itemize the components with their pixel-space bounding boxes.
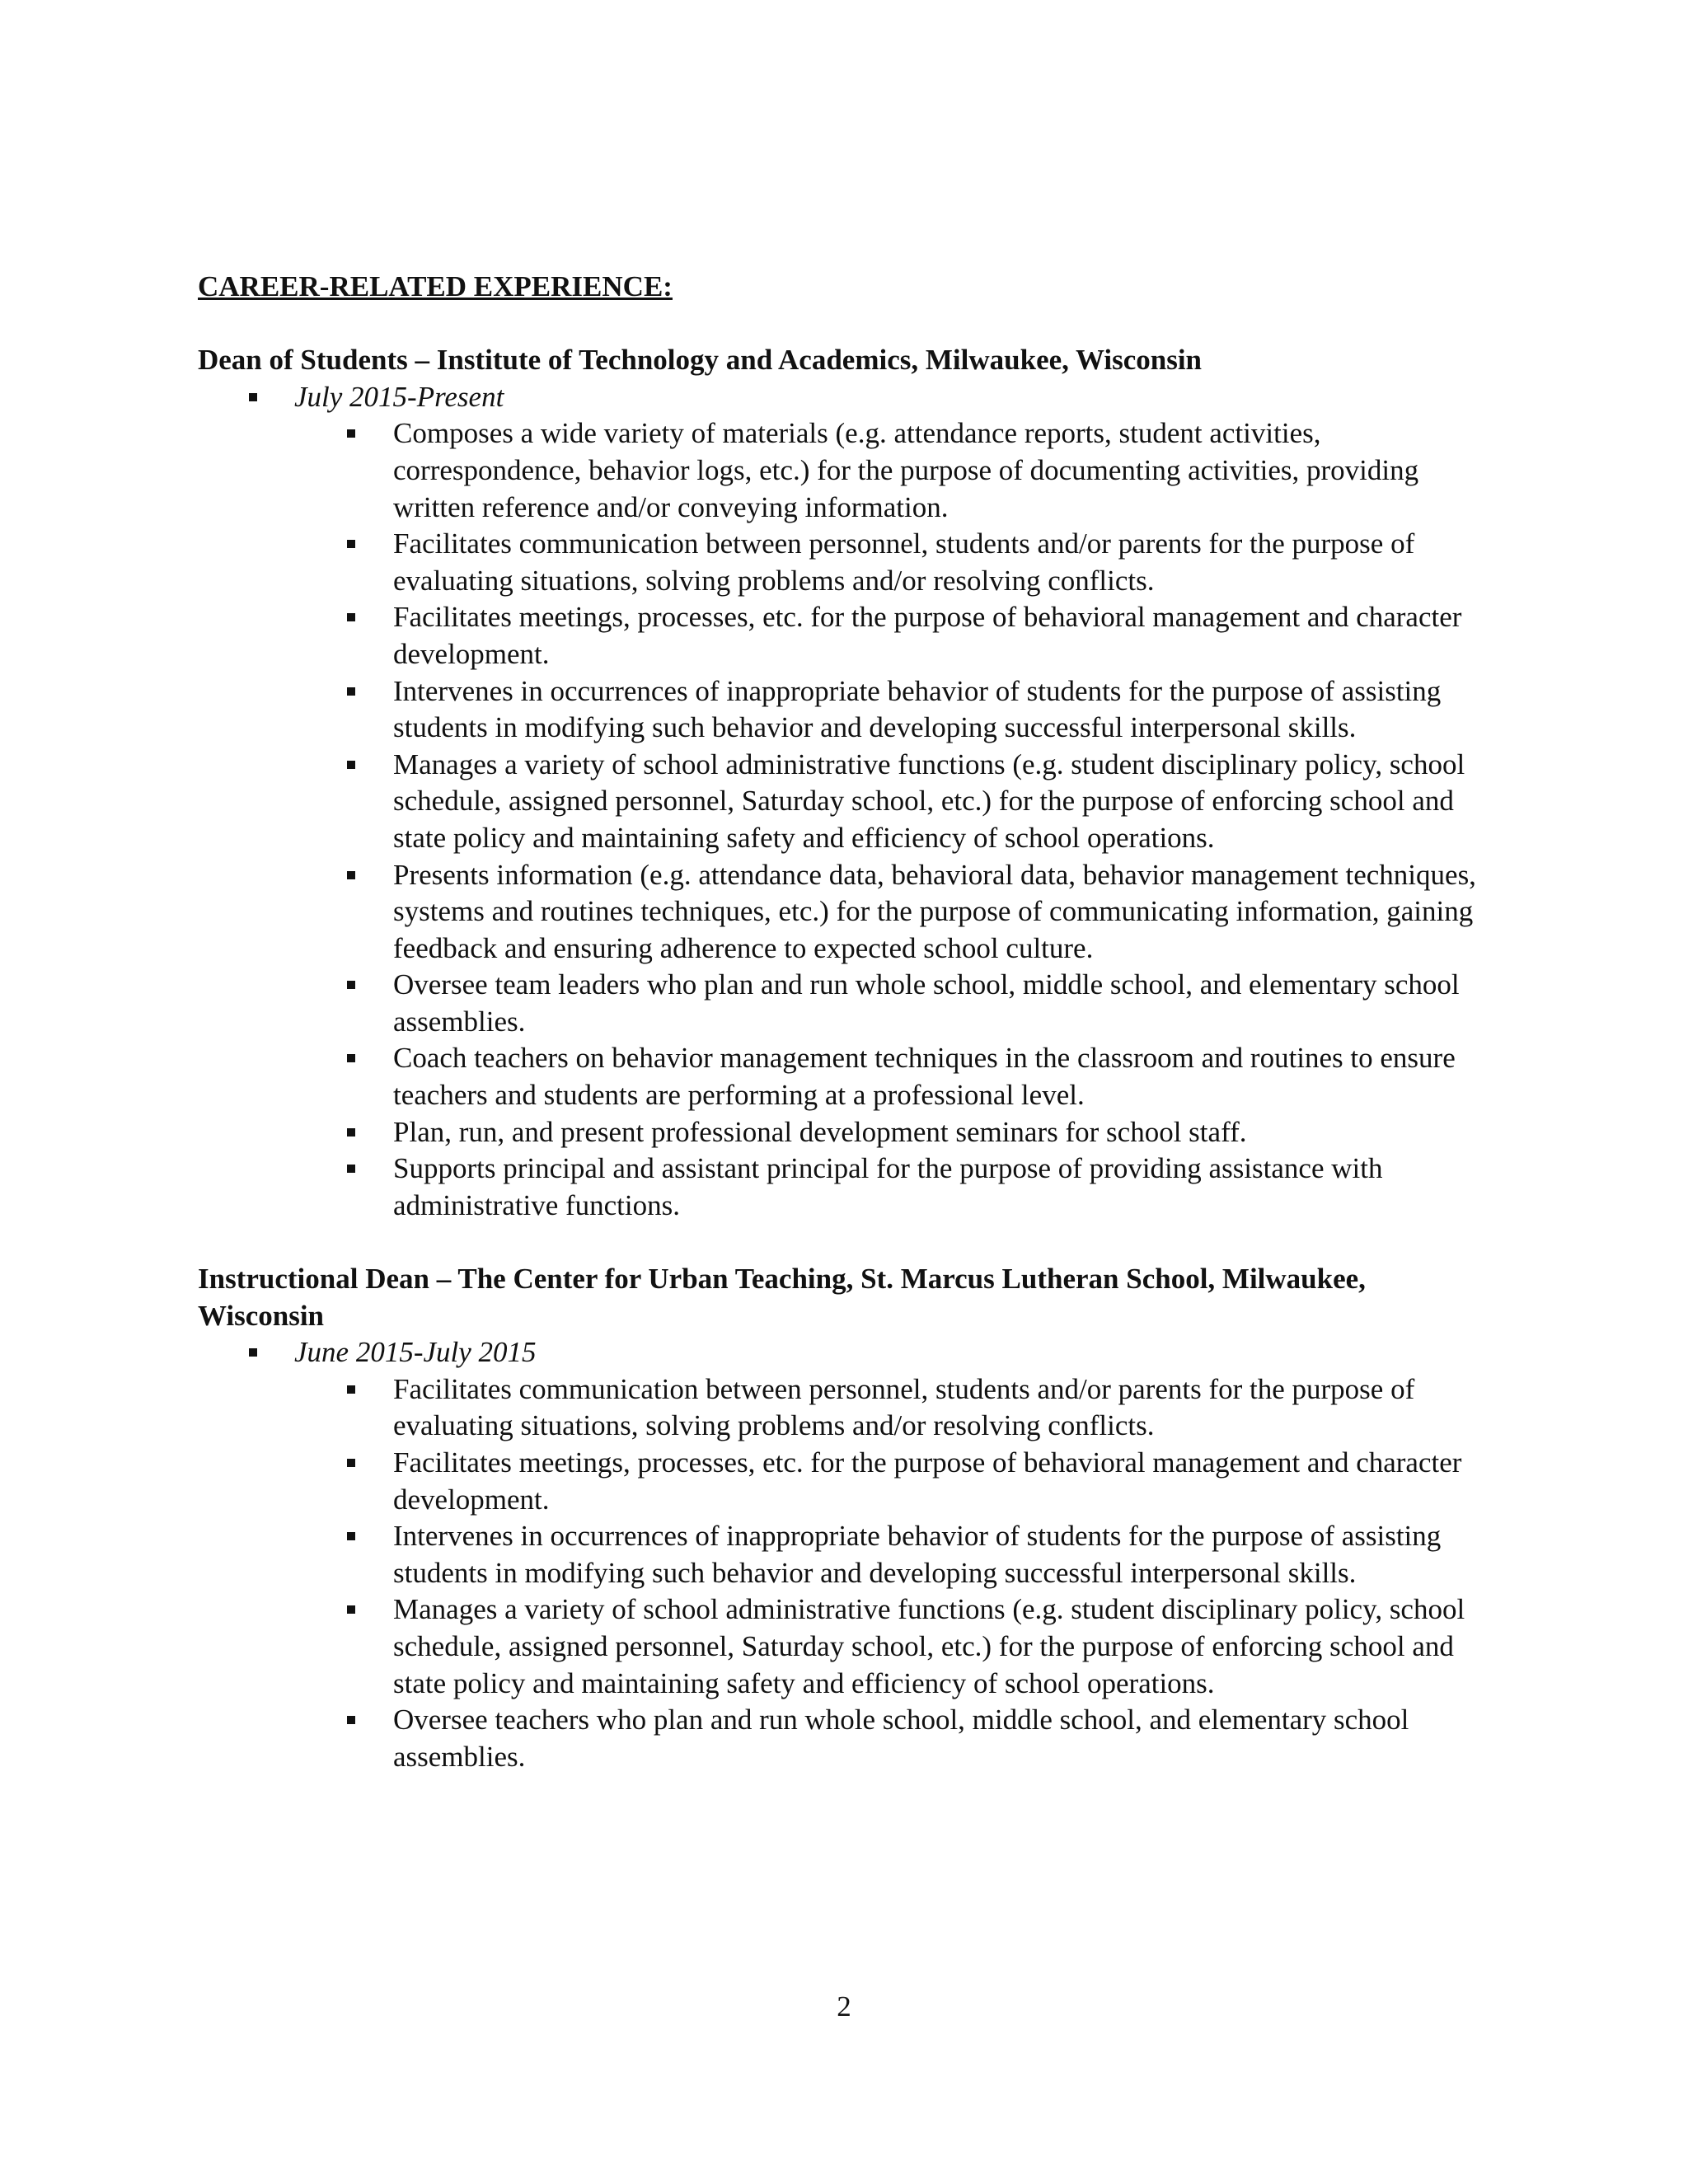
duty-text: Composes a wide variety of materials (e.g. attendance reports, student activities, correspondence, behavior logs, etc.) for the purpose of documenting activities, providing written reference and/or conveying information.	[393, 417, 1419, 523]
duty-text: Supports principal and assistant principal for the purpose of providing assistance with administrative functions.	[393, 1152, 1383, 1221]
duty-text: Facilitates meetings, processes, etc. for the purpose of behavioral management and character development.	[393, 1446, 1462, 1516]
duty-text: Oversee team leaders who plan and run whole school, middle school, and elementary school assemblies.	[393, 968, 1460, 1038]
square-bullet-icon	[249, 393, 257, 401]
duty-item	[198, 1371, 1484, 1445]
duty-item	[198, 857, 1484, 968]
duty-text: Manages a variety of school administrative functions (e.g. student disciplinary policy, school schedule, assigned personnel, Saturday school, etc.) for the purpose of enforcing school and state policy and maintaining safety and efficiency of school operations.	[393, 1593, 1465, 1699]
duty-text: Coach teachers on behavior management techniques in the classroom and routines to ensure teachers and students are performing at a professional level.	[393, 1042, 1456, 1112]
duty-item	[198, 673, 1484, 747]
job-title: Dean of Students – Institute of Technology and Academics, Milwaukee, Wisconsin	[198, 344, 1203, 377]
duty-item	[198, 1114, 1484, 1151]
square-bullet-icon	[347, 687, 355, 696]
square-bullet-icon	[347, 761, 355, 769]
duty-text: Intervenes in occurrences of inappropriate behavior of students for the purpose of assisting students in modifying such behavior and developing successful interpersonal skills.	[393, 1520, 1442, 1589]
page-content	[198, 269, 1484, 1775]
duty-text: Facilitates communication between personnel, students and/or parents for the purpose of evaluating situations, solving problems and/or resolving conflicts.	[393, 527, 1415, 597]
duty-text: Facilitates meetings, processes, etc. for the purpose of behavioral management and character development.	[393, 601, 1462, 670]
square-bullet-icon	[347, 1128, 355, 1137]
square-bullet-icon	[249, 1348, 257, 1357]
duty-text: Plan, run, and present professional development seminars for school staff.	[393, 1115, 1247, 1148]
job-dates	[198, 1334, 1484, 1371]
square-bullet-icon	[347, 1054, 355, 1062]
duty-item	[198, 1518, 1484, 1591]
duty-item	[198, 526, 1484, 599]
duty-text: Oversee teachers who plan and run whole school, middle school, and elementary school assemblies.	[393, 1704, 1409, 1773]
job-dates-text: July 2015-Present	[294, 380, 504, 413]
duty-item	[198, 415, 1484, 526]
job-entry	[198, 1261, 1484, 1775]
square-bullet-icon	[347, 1459, 355, 1467]
duty-text: Presents information (e.g. attendance data, behavioral data, behavior management techniques, systems and routines techniques, etc.) for the purpose of communicating information, gaining feedback and ensuring adherence to expected school culture.	[393, 858, 1476, 964]
square-bullet-icon	[347, 1532, 355, 1540]
duty-item	[198, 747, 1484, 857]
duty-item	[198, 599, 1484, 673]
square-bullet-icon	[347, 981, 355, 989]
job-title: Instructional Dean – The Center for Urban Teaching, St. Marcus Lutheran School, Milwaukee, Wisconsin	[198, 1263, 1366, 1332]
duty-item	[198, 1151, 1484, 1224]
duty-item	[198, 967, 1484, 1040]
duty-item	[198, 1445, 1484, 1518]
square-bullet-icon	[347, 613, 355, 621]
section-heading: CAREER-RELATED EXPERIENCE:	[198, 270, 673, 302]
job-dates-text: June 2015-July 2015	[294, 1336, 537, 1369]
job-entry	[198, 342, 1484, 1224]
duty-list	[198, 1371, 1484, 1776]
square-bullet-icon	[347, 429, 355, 438]
duty-text: Intervenes in occurrences of inappropriate behavior of students for the purpose of assisting students in modifying such behavior and developing successful interpersonal skills.	[393, 674, 1442, 744]
square-bullet-icon	[347, 1716, 355, 1724]
duty-text: Facilitates communication between personnel, students and/or parents for the purpose of evaluating situations, solving problems and/or resolving conflicts.	[393, 1372, 1415, 1442]
square-bullet-icon	[347, 1385, 355, 1394]
square-bullet-icon	[347, 1165, 355, 1173]
job-dates	[198, 379, 1484, 416]
square-bullet-icon	[347, 871, 355, 879]
page-number: 2	[837, 1990, 851, 2022]
duty-item	[198, 1591, 1484, 1702]
duty-item	[198, 1702, 1484, 1775]
duty-list	[198, 415, 1484, 1224]
square-bullet-icon	[347, 1605, 355, 1614]
duty-text: Manages a variety of school administrative functions (e.g. student disciplinary policy, school schedule, assigned personnel, Saturday school, etc.) for the purpose of enforcing school and state policy and maintaining safety and efficiency of school operations.	[393, 748, 1465, 854]
square-bullet-icon	[347, 540, 355, 548]
duty-item	[198, 1040, 1484, 1113]
